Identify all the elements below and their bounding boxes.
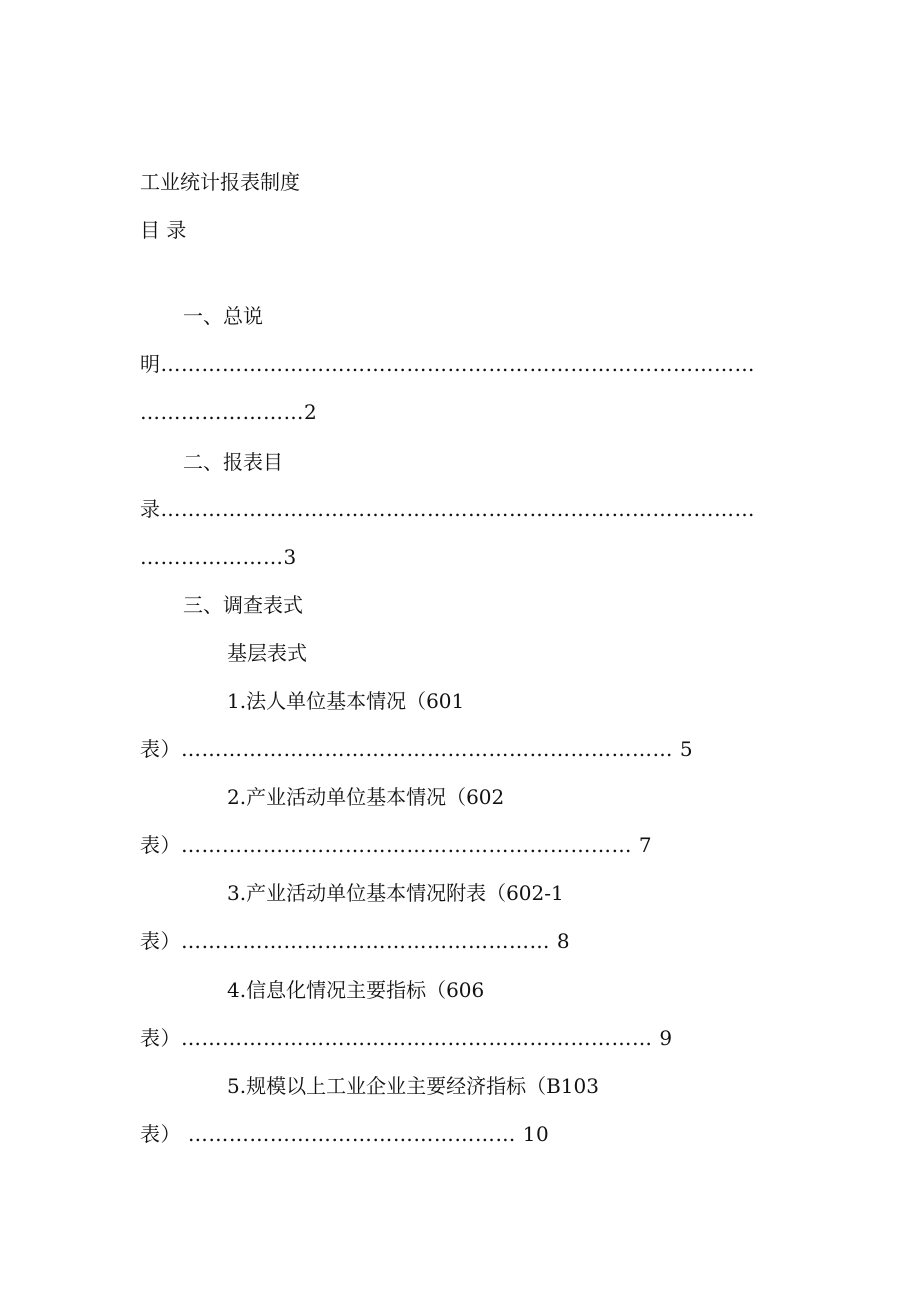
toc-section-2-title: 二、报表目 <box>183 450 283 474</box>
toc-entry-3-title: 3.产业活动单位基本情况附表（602-1 <box>227 881 564 905</box>
toc-entry-5-title: 5.规模以上工业企业主要经济指标（B103 <box>227 1074 599 1098</box>
toc-heading: 目 录 <box>140 218 187 242</box>
toc-entry-3-leader: 表）……………………………………………… 8 <box>140 929 571 953</box>
toc-entry-1-title: 1.法人单位基本情况（601 <box>227 689 465 713</box>
toc-section-3-title: 三、调查表式 <box>183 593 303 617</box>
toc-entry-1-leader: 表）……………………………………………………………… 5 <box>140 737 694 761</box>
toc-section-1-title: 一、总说 <box>183 304 263 328</box>
toc-entry-4-leader: 表）…………………………………………………………… 9 <box>140 1026 673 1050</box>
toc-section-2-page: …………………3 <box>140 545 297 569</box>
toc-section-1-page: ……………………2 <box>140 400 318 424</box>
toc-section-1-leader: 明…………………………………………………………………………… <box>140 352 755 376</box>
toc-entry-2-leader: 表）………………………………………………………… 7 <box>140 833 653 857</box>
document-title: 工业统计报表制度 <box>140 170 300 194</box>
toc-subsection-title: 基层表式 <box>227 641 307 665</box>
toc-entry-2-title: 2.产业活动单位基本情况（602 <box>227 785 505 809</box>
toc-entry-4-title: 4.信息化情况主要指标（606 <box>227 978 485 1002</box>
toc-entry-5-leader: 表） ………………………………………… 10 <box>140 1122 550 1146</box>
toc-section-2-leader: 录…………………………………………………………………………… <box>140 497 755 521</box>
